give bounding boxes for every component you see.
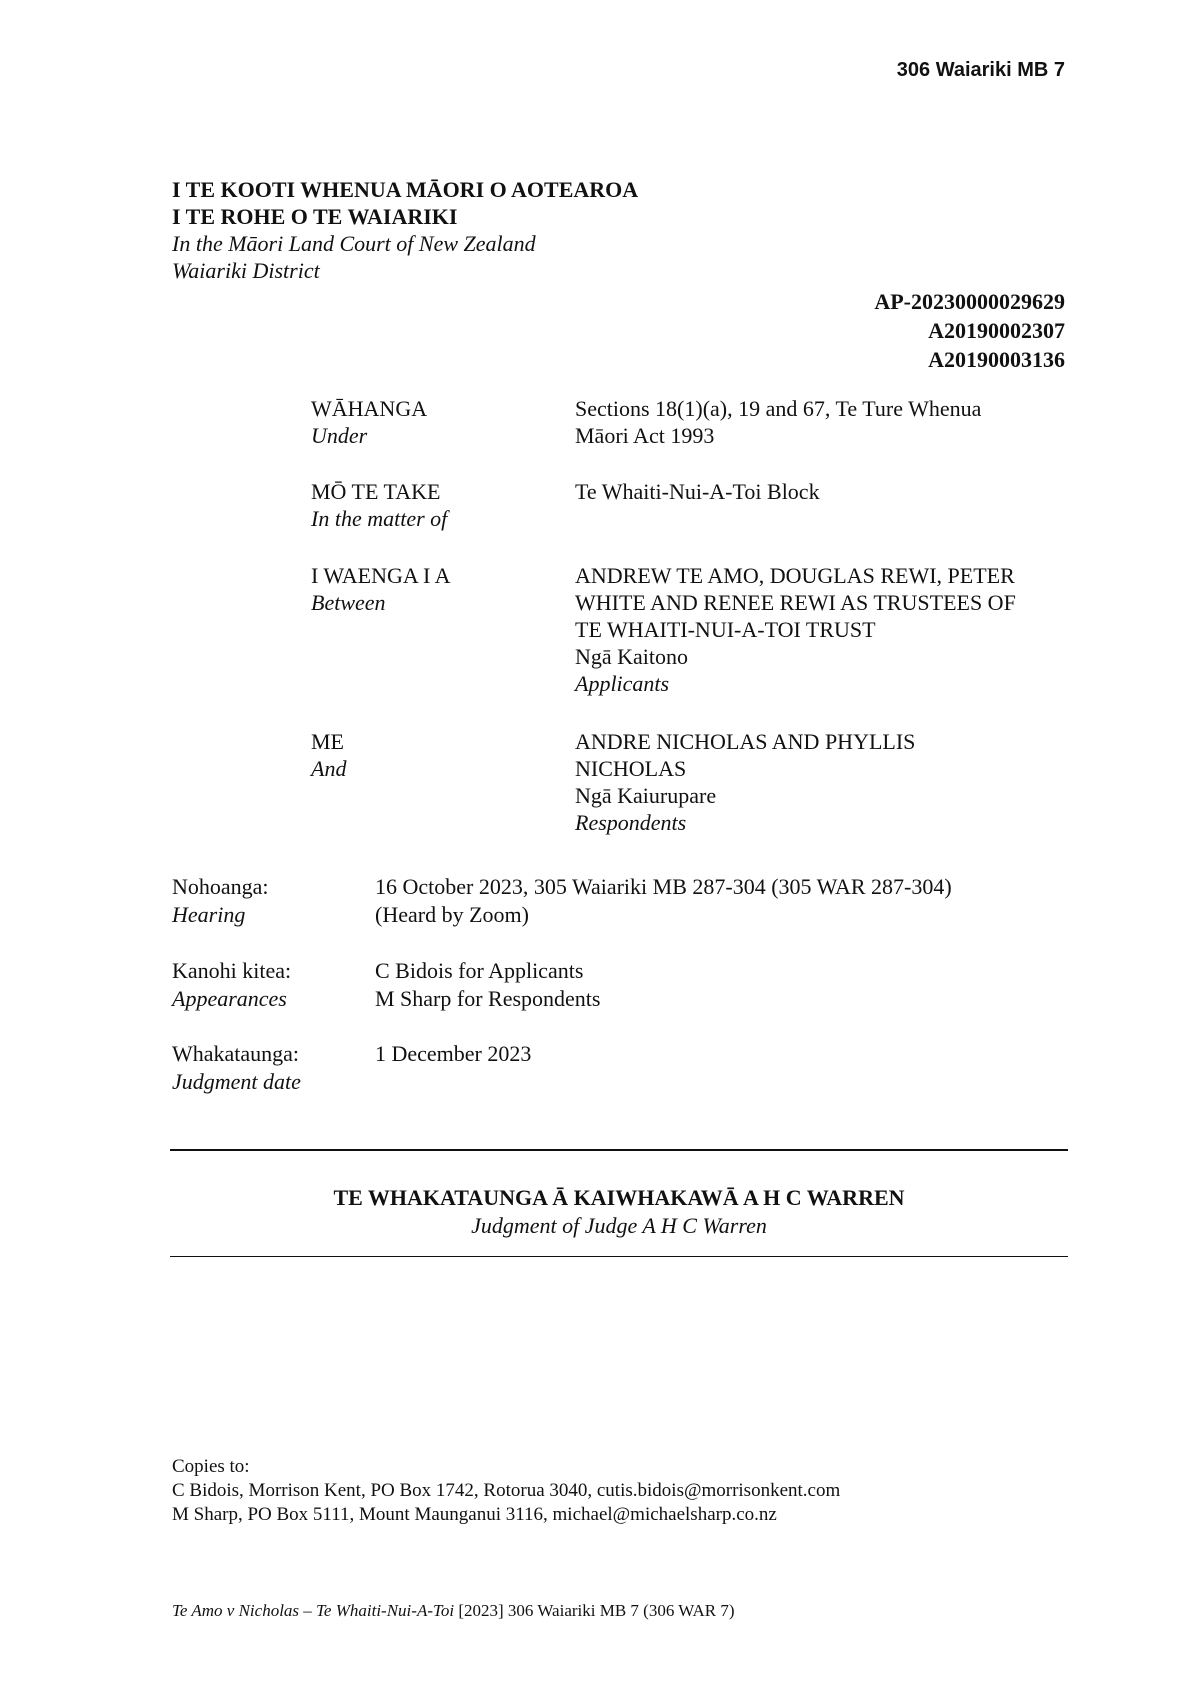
and-label-english: And [311, 756, 347, 781]
judgment-date-label-maori: Whakataunga: [172, 1041, 300, 1066]
between-label-maori: I WAENGA I A [311, 563, 451, 588]
judgment-title: TE WHAKATAUNGA Ā KAIWHAKAWĀ A H C WARREN [333, 1185, 905, 1210]
footer-case-name: Te Amo v Nicholas – Te Whaiti-Nui-A-Toi [172, 1601, 455, 1620]
respondent-names-line: ANDRE NICHOLAS AND PHYLLIS [575, 729, 916, 754]
respondent-role-english: Respondents [575, 810, 687, 835]
hearing-value [375, 873, 1075, 929]
respondent-role-maori: Ngā Kaiurupare [575, 783, 717, 808]
reference-number: AP-20230000029629 [874, 289, 1065, 314]
under-label [311, 395, 551, 449]
court-name-english: In the Māori Land Court of New Zealand [172, 231, 536, 256]
matter-label-maori: MŌ TE TAKE [311, 479, 441, 504]
copies-heading: Copies to: [172, 1456, 250, 1477]
under-label-english: Under [311, 423, 368, 448]
block-name: Te Whaiti-Nui-A-Toi Block [575, 479, 820, 504]
and-label [311, 728, 551, 782]
hearing-label-maori: Nohoanga: [172, 874, 269, 899]
and-label-maori: ME [311, 729, 344, 754]
hearing-label [172, 873, 362, 929]
footer-citation: [2023] 306 Waiariki MB 7 (306 WAR 7) [454, 1601, 735, 1620]
under-value [575, 395, 1065, 449]
appearances-value [375, 957, 1075, 1013]
reference-number: A20190002307 [928, 318, 1065, 343]
between-label-english: Between [311, 590, 386, 615]
hearing-details: 16 October 2023, 305 Waiariki MB 287-304 (305 WAR 287-304) [375, 874, 952, 899]
respondents-block [575, 728, 1065, 836]
applicant-names-line: ANDREW TE AMO, DOUGLAS REWI, PETER [575, 563, 1015, 588]
applicant-names-line: TE WHAITI-NUI-A-TOI TRUST [575, 617, 876, 642]
title-rule-top [170, 1149, 1068, 1151]
hearing-label-english: Hearing [172, 902, 246, 927]
application-references [874, 287, 1065, 374]
page-footer [172, 1601, 734, 1621]
judgment-date-label [172, 1040, 362, 1096]
judgment-subtitle: Judgment of Judge A H C Warren [471, 1213, 767, 1238]
judgment-date-label-english: Judgment date [172, 1069, 301, 1094]
appearances-label-maori: Kanohi kitea: [172, 958, 292, 983]
applicant-names-line: WHITE AND RENEE REWI AS TRUSTEES OF [575, 590, 1016, 615]
respondent-names-line: NICHOLAS [575, 756, 687, 781]
counsel-respondents: M Sharp for Respondents [375, 986, 601, 1011]
applicant-role-maori: Ngā Kaitono [575, 644, 689, 669]
district-name-english: Waiariki District [172, 258, 320, 283]
applicants-block [575, 562, 1065, 697]
appearances-label [172, 957, 362, 1013]
statute-line: Sections 18(1)(a), 19 and 67, Te Ture Whenua [575, 396, 982, 421]
copy-recipient: M Sharp, PO Box 5111, Mount Maunganui 3116, michael@michaelsharp.co.nz [172, 1504, 777, 1525]
district-name-maori: I TE ROHE O TE WAIARIKI [172, 204, 458, 229]
matter-label [311, 478, 551, 532]
counsel-applicants: C Bidois for Applicants [375, 958, 584, 983]
matter-value [575, 478, 1065, 505]
applicant-role-english: Applicants [575, 671, 670, 696]
under-label-maori: WĀHANGA [311, 396, 428, 421]
statute-line: Māori Act 1993 [575, 423, 715, 448]
reference-number: A20190003136 [928, 347, 1065, 372]
judgment-date-value [375, 1040, 1075, 1068]
hearing-mode: (Heard by Zoom) [375, 902, 529, 927]
page-citation-header: 306 Waiariki MB 7 [896, 59, 1065, 81]
court-heading [172, 176, 638, 284]
copies-block [172, 1455, 840, 1527]
copy-recipient: C Bidois, Morrison Kent, PO Box 1742, Rotorua 3040, cutis.bidois@morrisonkent.com [172, 1480, 841, 1501]
court-name-maori: I TE KOOTI WHENUA MĀORI O AOTEAROA [172, 177, 639, 202]
matter-label-english: In the matter of [311, 506, 448, 531]
judgment-title-block [170, 1184, 1068, 1240]
title-rule-bottom [170, 1256, 1068, 1257]
judgment-date: 1 December 2023 [375, 1041, 532, 1066]
appearances-label-english: Appearances [172, 986, 287, 1011]
between-label [311, 562, 551, 616]
